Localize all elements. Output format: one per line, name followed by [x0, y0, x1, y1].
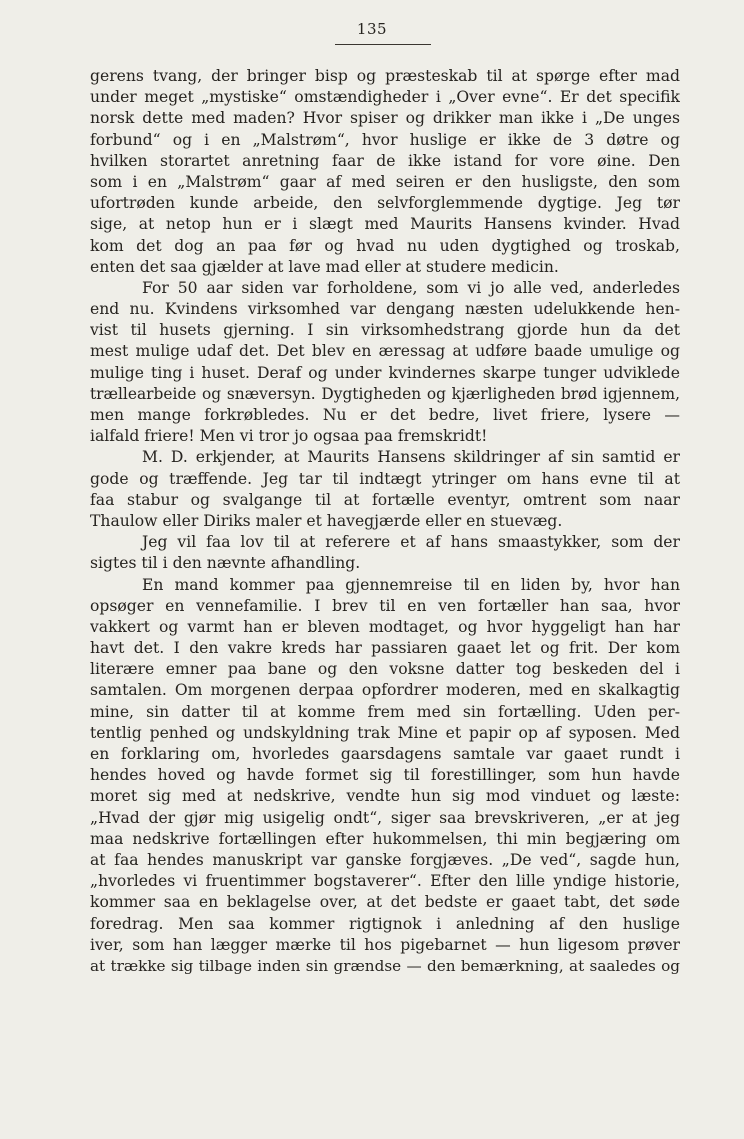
text-line: en forklaring om, hvorledes gaarsdagens samtale var gaaet rundt i [90, 745, 680, 763]
text-line: end nu. Kvindens virksomhed var dengang næsten udelukkende hen- [90, 300, 680, 319]
text-line: „Hvad der gjør mig usigelig ondt“, siger saa brevskriveren, „er at jeg [90, 808, 680, 827]
text-line: moret sig med at nedskrive, vendte hun sig mod vinduet og læste: [90, 787, 680, 806]
text-line: enten det saa gjælder at lave mad eller at studere medicin. [90, 257, 559, 276]
text-line: En mand kommer paa gjennemreise til en liden by, hvor han [142, 575, 680, 594]
text-line: som i en „Malstrøm“ gaar af med seiren er den husligste, den som [90, 172, 680, 191]
text-line: vakkert og varmt han er bleven modtaget, og hvor hyggeligt han har [90, 617, 680, 636]
text-line: havt det. I den vakre kreds har passiaren gaaet let og frit. Der kom [90, 639, 680, 658]
body-text [90, 66, 680, 977]
text-line: mulige ting i huset. Deraf og under kvindernes skarpe tunger udviklede [90, 363, 680, 382]
text-line: vist til husets gjerning. I sin virksomhedstrang gjorde hun da det [90, 321, 680, 340]
text-line: kom det dog an paa før og hvad nu uden dygtighed og troskab, [90, 236, 680, 255]
text-line: samtalen. Om morgenen derpaa opfordrer moderen, med en skalkagtig [90, 681, 680, 700]
text-line: ialfald friere! Men vi tror jo ogsaa paa fremskridt! [90, 427, 488, 446]
text-line: opsøger en vennefamilie. I brev til en ven fortæller han saa, hvor [90, 596, 680, 615]
text-line: iver, som han lægger mærke til hos pigebarnet — hun ligesom prøver [90, 935, 680, 954]
text-line: sigtes til i den nævnte afhandling. [90, 554, 361, 573]
text-line: forbund“ og i en „Malstrøm“, hvor huslige er ikke de 3 døtre og [90, 130, 680, 149]
text-line: mine, sin datter til at komme frem med sin fortælling. Uden per- [90, 702, 680, 721]
text-line: ufortrøden kunde arbeide, den selvforglemmende dygtige. Jeg tør [90, 194, 680, 213]
text-line: trællearbeide og snæversyn. Dygtigheden og kjærligheden brød igjennem, [90, 384, 680, 403]
text-line: at trække sig tilbage inden sin grændse — den bemærkning, at saaledes og [90, 956, 680, 975]
text-line: literære emner paa bane og den voksne datter tog beskeden del i [90, 660, 680, 679]
text-line: hvilken storartet anretning faar de ikke istand for vore øine. Den [90, 151, 680, 170]
text-line: maa nedskrive fortællingen efter hukommelsen, thi min begjæring om [90, 829, 680, 848]
page-number-rule [335, 44, 431, 45]
page-number: 135 [356, 20, 388, 38]
text-line: norsk dette med maden? Hvor spiser og drikker man ikke i „De unges [90, 109, 680, 128]
text-line: gode og træffende. Jeg tar til indtægt ytringer om hans evne til at [90, 469, 680, 488]
text-line: sige, at netop hun er i slægt med Maurits Hansens kvinder. Hvad [90, 215, 680, 234]
text-line: Jeg vil faa lov til at referere et af hans smaastykker, som der [142, 533, 680, 552]
text-line: Thaulow eller Diriks maler et havegjærde eller en stuevæg. [90, 511, 563, 530]
text-line: at faa hendes manuskript var ganske forgjæves. „De ved“, sagde hun, [90, 850, 680, 869]
text-line: hendes hoved og havde formet sig til forestillinger, som hun havde [90, 766, 680, 785]
text-line: under meget „mystiske“ omstændigheder i „Over evne“. Er det specifik [90, 88, 680, 107]
text-line: „hvorledes vi fruentimmer bogstaverer“. Efter den lille yndige historie, [90, 872, 680, 891]
text-line: tentlig penhed og undskyldning trak Mine et papir op af syposen. Med [90, 723, 680, 742]
text-line: men mange forkrøbledes. Nu er det bedre, livet friere, lysere — [90, 406, 680, 424]
text-line: kommer saa en beklagelse over, at det bedste er gaaet tabt, det søde [90, 893, 680, 912]
text-line: foredrag. Men saa kommer rigtignok i anledning af den huslige [90, 914, 680, 933]
text-line: mest mulige udaf det. Det blev en æressag at udføre baade umulige og [90, 342, 680, 361]
text-line: M. D. erkjender, at Maurits Hansens skildringer af sin samtid er [142, 448, 680, 467]
text-line: For 50 aar siden var forholdene, som vi jo alle ved, anderledes [142, 278, 680, 297]
text-line: faa stabur og svalgange til at fortælle eventyr, omtrent som naar [90, 490, 680, 509]
text-line: gerens tvang, der bringer bisp og præsteskab til at spørge efter mad [90, 67, 680, 85]
